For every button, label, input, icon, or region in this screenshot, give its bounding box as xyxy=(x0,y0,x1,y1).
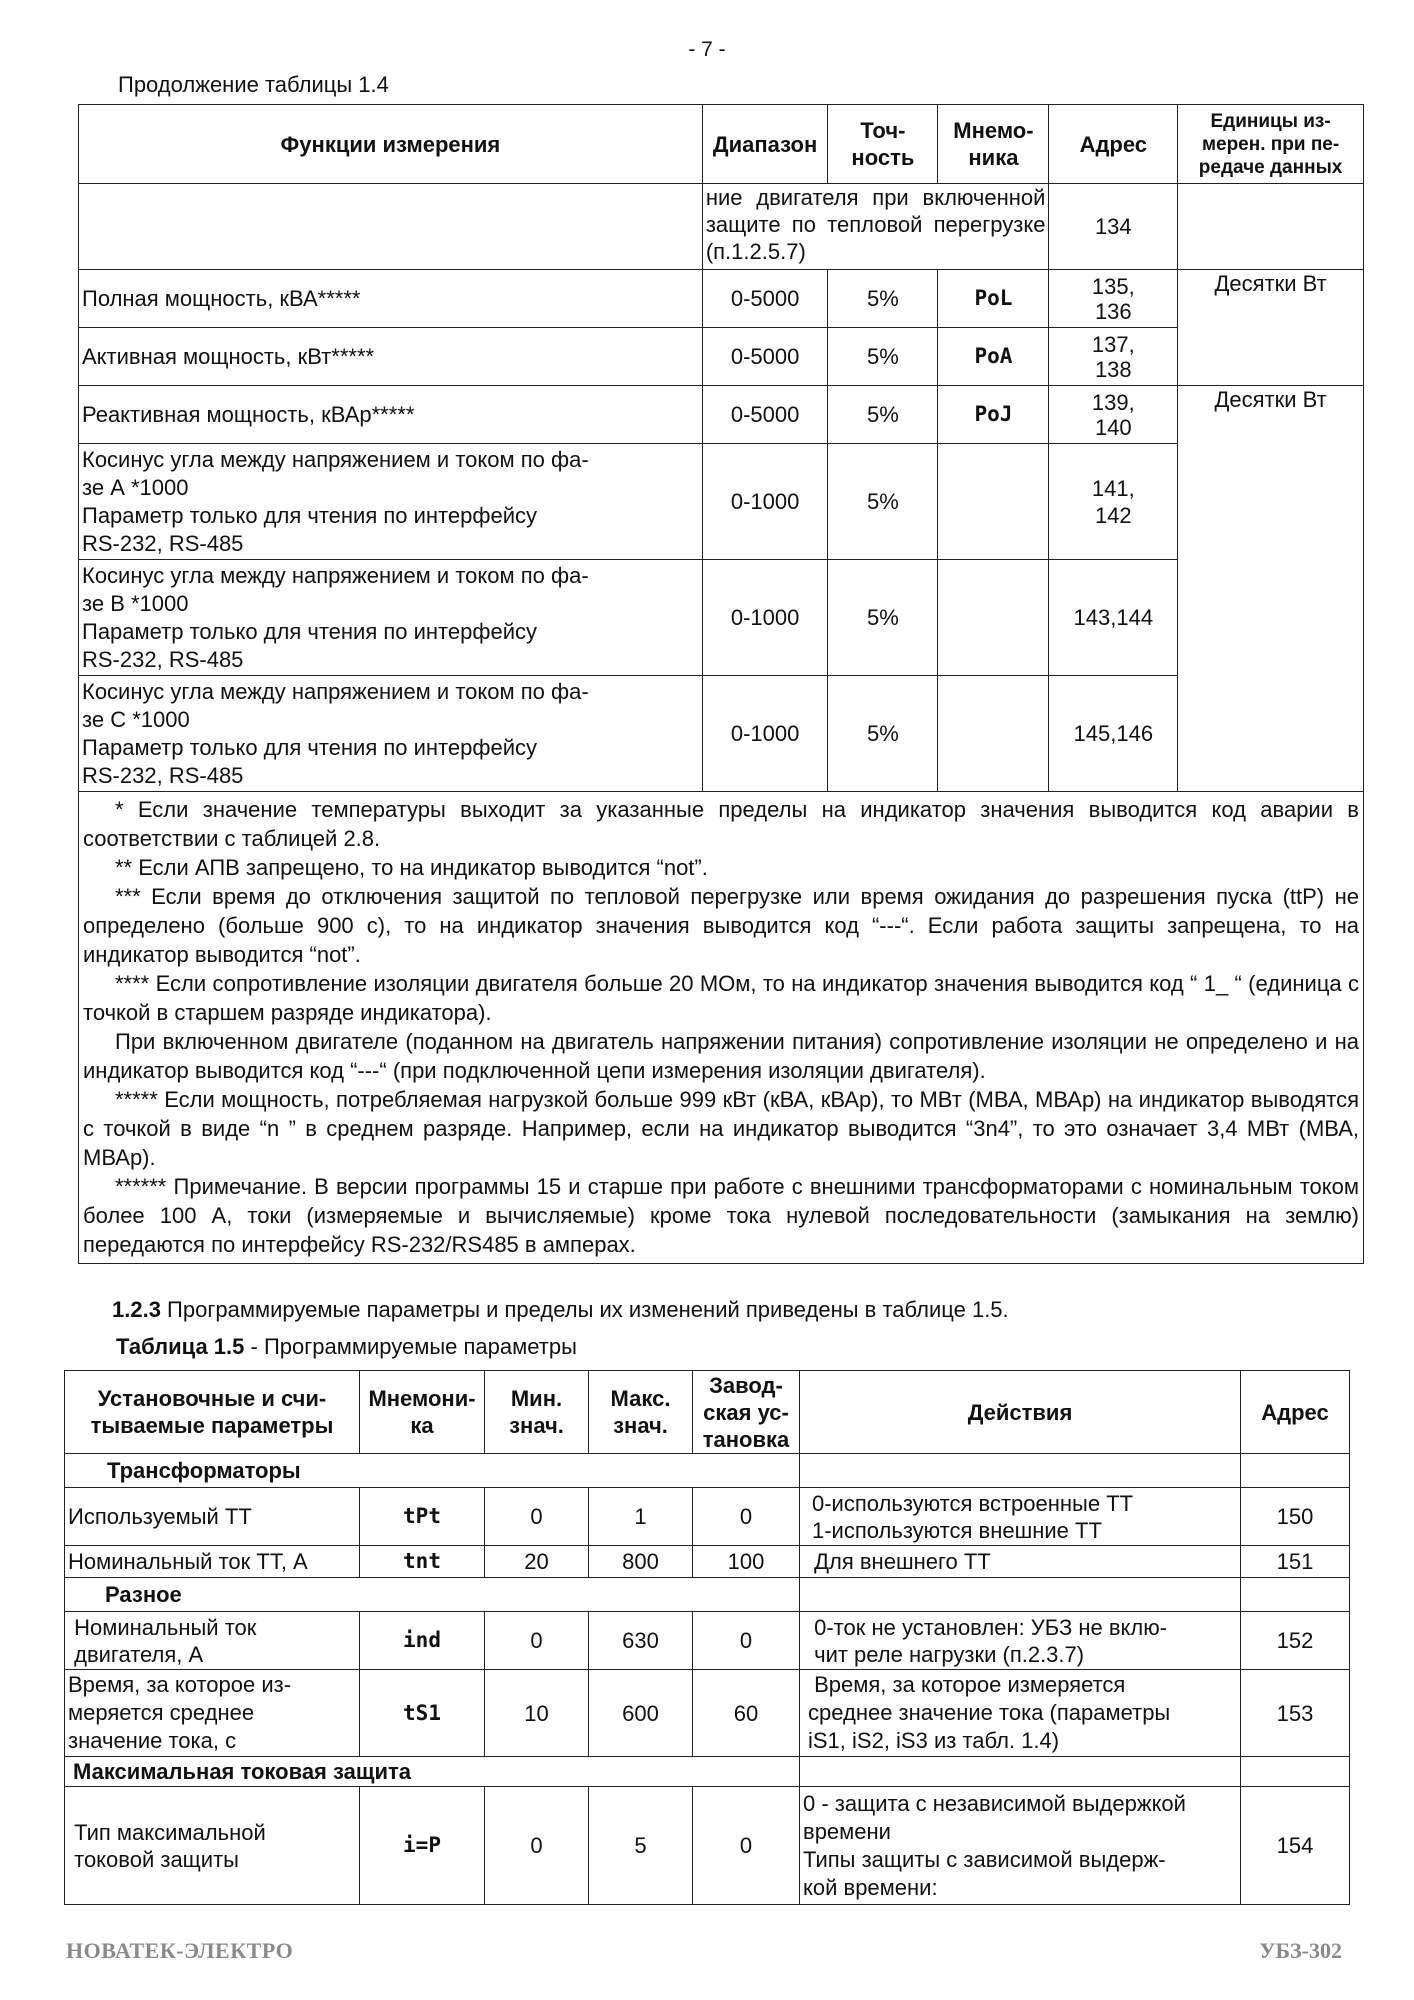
cell-param: Используемый ТТ xyxy=(65,1488,360,1546)
cell-mnemonic: PoL xyxy=(938,270,1049,328)
note-4: **** Если сопротивление изоляции двигателя больше 20 МОм, то на индикатор значения выводится код “ 1_ “ (единица с точкой в старшем разряде индикатора). xyxy=(83,971,1359,1025)
footer-model: УБЗ-302 xyxy=(1259,1938,1342,1963)
note-1: * Если значение температуры выходит за указанные пределы на индикатор значения выводится код аварии в соответствии с таблицей 2.8. xyxy=(83,797,1359,851)
cell-range: 0-5000 xyxy=(702,270,828,328)
cell-address: 152 xyxy=(1241,1612,1350,1670)
note-6: ***** Если мощность, потребляемая нагрузкой больше 999 кВт (кВА, кВАр), то МВт (МВА, МВАр) на индикатор выводятся с точкой в виде “n ” в среднем разряде. Например, если на индикатор выводится “3n4”, то это означает 3,4 МВт (МВА, МВАр). xyxy=(83,1087,1359,1170)
cell-max: 5 xyxy=(589,1787,693,1905)
table-row xyxy=(79,676,1364,792)
caption-text: - Программируемые параметры xyxy=(244,1334,577,1359)
cell-actions: 0 - защита с независимой выдержкой времени Типы защиты с зависимой выдерж- кой времени: xyxy=(800,1787,1241,1905)
header-function: Функции измерения xyxy=(79,105,703,184)
page-number: - 7 - xyxy=(688,38,726,61)
cell-actions: 0-ток не установлен: УБЗ не вклю- чит реле нагрузки (п.2.3.7) xyxy=(800,1612,1241,1670)
cell-address: 141, 142 xyxy=(1049,444,1178,560)
header-factory: Завод- ская ус- тановка xyxy=(693,1371,800,1454)
table-row xyxy=(79,270,1364,328)
cell-units xyxy=(1178,184,1364,270)
table-row xyxy=(65,1670,1350,1757)
cell-precision: 5% xyxy=(828,444,938,560)
cell-function: Косинус угла между напряжением и током по фа- зе А *1000 Параметр только для чтения по интерфейсу RS-232, RS-485 xyxy=(79,444,703,560)
cell-min: 0 xyxy=(485,1787,589,1905)
section-number: 1.2.3 xyxy=(112,1297,161,1322)
table-row xyxy=(79,444,1364,560)
table-row xyxy=(79,328,1364,386)
cell-range: 0-1000 xyxy=(702,444,828,560)
cell-param: Номинальный ток двигателя, А xyxy=(65,1612,360,1670)
table-continuation-title: Продолжение таблицы 1.4 xyxy=(118,72,389,97)
note-3: *** Если время до отключения защитой по тепловой перегрузке или время ожидания до разрешения пуска (ttP) не определено (больше 900 с), то на индикатор значения выводится код “---“. Если работа защиты запрещена, то на индикатор выводится “not”. xyxy=(83,884,1359,967)
cell-mnemonic xyxy=(938,560,1049,676)
header-precision: Точ- ность xyxy=(828,105,938,184)
cell-factory: 60 xyxy=(693,1670,800,1757)
cell-mnemonic: tS1 xyxy=(360,1670,485,1757)
header-address: Адрес xyxy=(1241,1371,1350,1454)
cell-function: Полная мощность, кВА***** xyxy=(79,270,703,328)
table-row xyxy=(65,1546,1350,1578)
cell-address: 153 xyxy=(1241,1670,1350,1757)
cell-address: 145,146 xyxy=(1049,676,1178,792)
caption-label: Таблица 1.5 xyxy=(116,1334,245,1359)
cell-param: Номинальный ток ТТ, А xyxy=(65,1546,360,1578)
cell-mnemonic: tPt xyxy=(360,1488,485,1546)
cell-param: Тип максимальной токовой защиты xyxy=(65,1787,360,1905)
cell-range: 0-1000 xyxy=(702,676,828,792)
cell-empty xyxy=(1241,1578,1350,1612)
cell-precision: 5% xyxy=(828,560,938,676)
cell-units: Десятки Вт xyxy=(1178,270,1364,386)
cell-mnemonic xyxy=(938,444,1049,560)
cell-range: 0-5000 xyxy=(702,328,828,386)
cell-function: Косинус угла между напряжением и током по фа- зе В *1000 Параметр только для чтения по интерфейсу RS-232, RS-485 xyxy=(79,560,703,676)
cell-actions: Для внешнего ТТ xyxy=(800,1546,1241,1578)
cell-precision: 5% xyxy=(828,328,938,386)
header-min: Мин. знач. xyxy=(485,1371,589,1454)
header-param: Установочные и счи- тываемые параметры xyxy=(65,1371,360,1454)
header-actions: Действия xyxy=(800,1371,1241,1454)
cell-max: 600 xyxy=(589,1670,693,1757)
cell-precision: 5% xyxy=(828,676,938,792)
footer-company: НОВАТЕК-ЭЛЕКТРО xyxy=(66,1938,294,1963)
cell-factory: 0 xyxy=(693,1787,800,1905)
cell-address: 154 xyxy=(1241,1787,1350,1905)
header-address: Адрес xyxy=(1049,105,1178,184)
cell-min: 10 xyxy=(485,1670,589,1757)
cell-continued-text: ние двигателя при включенной защите по тепловой перегрузке (п.1.2.5.7) xyxy=(702,184,1049,270)
cell-min: 0 xyxy=(485,1612,589,1670)
section-misc: Разное xyxy=(65,1578,800,1612)
cell-address: 137, 138 xyxy=(1049,328,1178,386)
header-mnemonic: Мнемо- ника xyxy=(938,105,1049,184)
cell-address: 139, 140 xyxy=(1049,386,1178,444)
cell-mnemonic: PoA xyxy=(938,328,1049,386)
cell-factory: 0 xyxy=(693,1488,800,1546)
table-notes xyxy=(79,792,1364,1264)
note-7: ****** Примечание. В версии программы 15 и старше при работе с внешними трансформаторами с номинальным током более 100 А, токи (измеряемые и вычисляемые) кроме тока нулевой последовательности (замыкания на землю) передаются по интерфейсу RS-232/RS485 в амперах. xyxy=(83,1174,1359,1257)
cell-mnemonic xyxy=(938,676,1049,792)
table-row xyxy=(79,184,1364,270)
cell-factory: 100 xyxy=(693,1546,800,1578)
section-max-current: Максимальная токовая защита xyxy=(65,1757,800,1787)
table-row xyxy=(79,386,1364,444)
section-row xyxy=(65,1454,1350,1488)
note-5: При включенном двигателе (поданном на двигатель напряжении питания) сопротивление изоляции не определено и на индикатор выводится код “---“ (при подключенной цепи измерения изоляции двигателя). xyxy=(83,1029,1359,1083)
cell-range: 0-5000 xyxy=(702,386,828,444)
cell-address: 151 xyxy=(1241,1546,1350,1578)
note-2: ** Если АПВ запрещено, то на индикатор выводится “not”. xyxy=(115,855,708,880)
table-1-5 xyxy=(64,1370,1350,1905)
cell-address: 134 xyxy=(1049,184,1178,270)
section-row xyxy=(65,1757,1350,1787)
section-transformers: Трансформаторы xyxy=(65,1454,800,1488)
table-1-5-caption xyxy=(116,1334,577,1360)
cell-mnemonic: ind xyxy=(360,1612,485,1670)
cell-function: Косинус угла между напряжением и током по фа- зе С *1000 Параметр только для чтения по интерфейсу RS-232, RS-485 xyxy=(79,676,703,792)
table-1-4 xyxy=(78,104,1364,1264)
cell-max: 1 xyxy=(589,1488,693,1546)
cell-min: 20 xyxy=(485,1546,589,1578)
cell-max: 630 xyxy=(589,1612,693,1670)
cell-actions: 0-используются встроенные ТТ 1-используются внешние ТТ xyxy=(800,1488,1241,1546)
cell-empty xyxy=(1241,1454,1350,1488)
table-row xyxy=(65,1787,1350,1905)
cell-range: 0-1000 xyxy=(702,560,828,676)
cell-function: Активная мощность, кВт***** xyxy=(79,328,703,386)
cell-address: 143,144 xyxy=(1049,560,1178,676)
cell-actions: Время, за которое измеряется среднее значение тока (параметры iS1, iS2, iS3 из табл. 1.4) xyxy=(800,1670,1241,1757)
cell-empty xyxy=(800,1454,1241,1488)
header-max: Макс. знач. xyxy=(589,1371,693,1454)
cell-empty xyxy=(800,1757,1241,1787)
table-row xyxy=(79,560,1364,676)
cell-empty xyxy=(1241,1757,1350,1787)
header-range: Диапазон xyxy=(702,105,828,184)
table-row xyxy=(65,1612,1350,1670)
cell-mnemonic: tnt xyxy=(360,1546,485,1578)
cell-factory: 0 xyxy=(693,1612,800,1670)
cell-address: 150 xyxy=(1241,1488,1350,1546)
cell-empty xyxy=(800,1578,1241,1612)
table-notes-row xyxy=(79,792,1364,1264)
header-units: Единицы из- мерен. при пе- редаче данных xyxy=(1178,105,1364,184)
cell-empty xyxy=(79,184,703,270)
cell-param: Время, за которое из- меряется среднее значение тока, с xyxy=(65,1670,360,1757)
cell-units: Десятки Вт xyxy=(1178,386,1364,792)
cell-min: 0 xyxy=(485,1488,589,1546)
cell-max: 800 xyxy=(589,1546,693,1578)
cell-precision: 5% xyxy=(828,270,938,328)
table-header-row xyxy=(65,1371,1350,1454)
table-header-row xyxy=(79,105,1364,184)
header-mnemonic: Мнемони- ка xyxy=(360,1371,485,1454)
table-row xyxy=(65,1488,1350,1546)
section-row xyxy=(65,1578,1350,1612)
cell-mnemonic: i=P xyxy=(360,1787,485,1905)
cell-precision: 5% xyxy=(828,386,938,444)
cell-address: 135, 136 xyxy=(1049,270,1178,328)
section-text: Программируемые параметры и пределы их изменений приведены в таблице 1.5. xyxy=(160,1297,1009,1322)
cell-mnemonic: PoJ xyxy=(938,386,1049,444)
cell-function: Реактивная мощность, кВАр***** xyxy=(79,386,703,444)
section-1-2-3 xyxy=(112,1297,1009,1323)
